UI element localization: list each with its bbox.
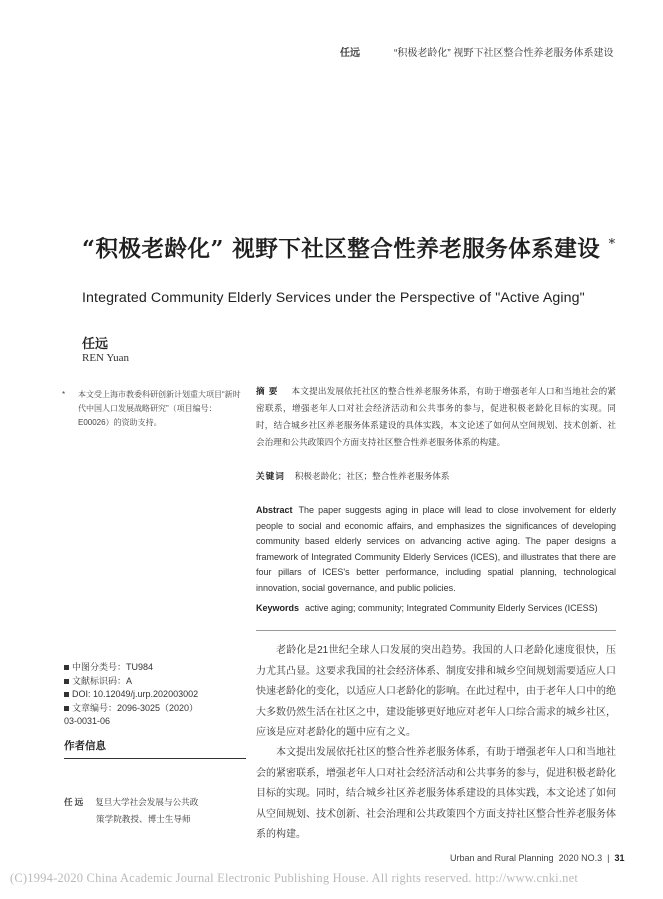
running-header-title: “积极老龄化” 视野下社区整合性养老服务体系建设 (394, 48, 614, 59)
meta-doi (64, 688, 244, 702)
meta-bullet-icon (64, 665, 69, 670)
meta-article-no (64, 702, 244, 716)
keywords-en-text: active aging; community; Integrated Community Elderly Services (ICESS) (305, 603, 598, 613)
author-info-heading: 作者信息 (64, 740, 106, 752)
fund-note-text: 本文受上海市教委科研创新计划重大项目“新时代中国人口发展战略研究”（项目编号：E00026）的资助支持。 (78, 390, 241, 427)
body-paragraph-2: 本文提出发展依托社区的整合性养老服务体系，有助于增强老年人口和当地社会的紧密联系，增强老年人口对社会经济活动和公共事务的参与，促进积极老龄化目标的实现。同时，结合城乡社区养老服务体系建设的具体实践，本文论述了如何从空间规划、技术创新、社会治理和公共政策四个方面支持社区整合性养老服务体系的构建。 (256, 747, 616, 840)
abstract-cn-label: 摘要 (256, 386, 282, 396)
meta-clc (64, 661, 244, 675)
footer-journal: Urban and Rural Planning (450, 853, 554, 863)
meta-doi-text: DOI: 10.12049/j.urp.202003002 (72, 689, 199, 700)
keywords-cn-label: 关键词 (256, 471, 285, 481)
article-title-text: “积极老龄化” 视野下社区整合性养老服务体系建设 (82, 236, 601, 263)
keywords-cn-text: 积极老龄化；社区；整合性养老服务体系 (294, 471, 450, 481)
meta-clc-text: 中图分类号：TU984 (72, 662, 154, 672)
abstract-cn (256, 383, 616, 451)
meta-bullet-icon (64, 679, 69, 684)
article-title-cn (82, 228, 622, 267)
author-info-affiliation: 复旦大学社会发展与公共政 (95, 797, 199, 807)
body-paragraph-1: 老龄化是21世纪全球人口发展的突出趋势。我国的人口老龄化速度很快，压力尤其凸显。这要求我国的社会经济体系、制度安排和城乡空间规划需要适应人口快速老龄化的变化，以适应人口老龄化的影响。在此过程中，由于老年人口中的绝大多数仍然生活在社区之中，建设能够更好地应对老年人口综合需求的城乡社区，应该是应对老龄化的题中应有之义。 (256, 645, 616, 738)
footer-page-number: 31 (614, 853, 625, 863)
copyright-notice: (C)1994-2020 China Academic Journal Electronic Publishing House. All rights reserved. http://www.cnki.net (10, 871, 579, 885)
footer-issue: 2020 NO.3 (558, 853, 603, 863)
title-footnote-mark: * (608, 237, 616, 252)
meta-doc-code-text: 文献标识码：A (72, 675, 133, 686)
article-title-en: Integrated Community Elderly Services under the Perspective of "Active Aging" (82, 290, 585, 306)
running-header-author: 任远 (340, 48, 360, 59)
author-info-line1 (64, 794, 246, 811)
abstract-en-text: The paper suggests aging in place will lead to close involvement for elderly people to social and economic affairs, and emphasizes the significances of developing community based elderly services on advancing active aging. The paper designs a framework of Integrated Community Elderly Services (ICES), and illustrates that there are four pillars of ICES's better performance, including spatial planning, technological innovation, social governance, and public policies. (256, 505, 616, 593)
author-info (64, 794, 246, 828)
abstract-en-label: Abstract (256, 505, 293, 515)
meta-bullet-icon (64, 692, 69, 697)
abstract-cn-text: 本文提出发展依托社区的整合性养老服务体系，有助于增强老年人口和当地社会的紧密联系，增强老年人口对社会经济活动和公共事务的参与，促进积极老龄化目标的实现。同时，结合城乡社区养老服务体系建设的具体实践，本文论述了如何从空间规划、技术创新、社会治理和公共政策四个方面支持社区整合性养老服务体系的构建。 (256, 386, 616, 447)
meta-article-no-cont: 03-0031-06 (64, 716, 111, 727)
meta-bullet-icon (64, 706, 69, 711)
author-info-line2: 策学院教授、博士生导师 (96, 814, 191, 824)
article-meta (64, 661, 244, 729)
page-footer: Urban and Rural Planning 2020 NO.3 | 31 (450, 853, 625, 863)
author-name-cn: 任远 (82, 336, 109, 351)
meta-article-no-text: 文章编号：2096-3025（2020） (72, 702, 199, 713)
author-info-name: 任远 (64, 797, 86, 807)
abstract-en (256, 503, 616, 597)
meta-doc-code (64, 675, 244, 689)
author-name-en: REN Yuan (82, 352, 129, 364)
keywords-en-label: Keywords (256, 603, 300, 613)
fund-note (64, 388, 244, 430)
author-info-rule (64, 758, 246, 759)
keywords-cn (256, 470, 616, 482)
abstract-divider (256, 630, 616, 631)
fund-note-mark: * (62, 390, 66, 399)
keywords-en (256, 603, 616, 613)
